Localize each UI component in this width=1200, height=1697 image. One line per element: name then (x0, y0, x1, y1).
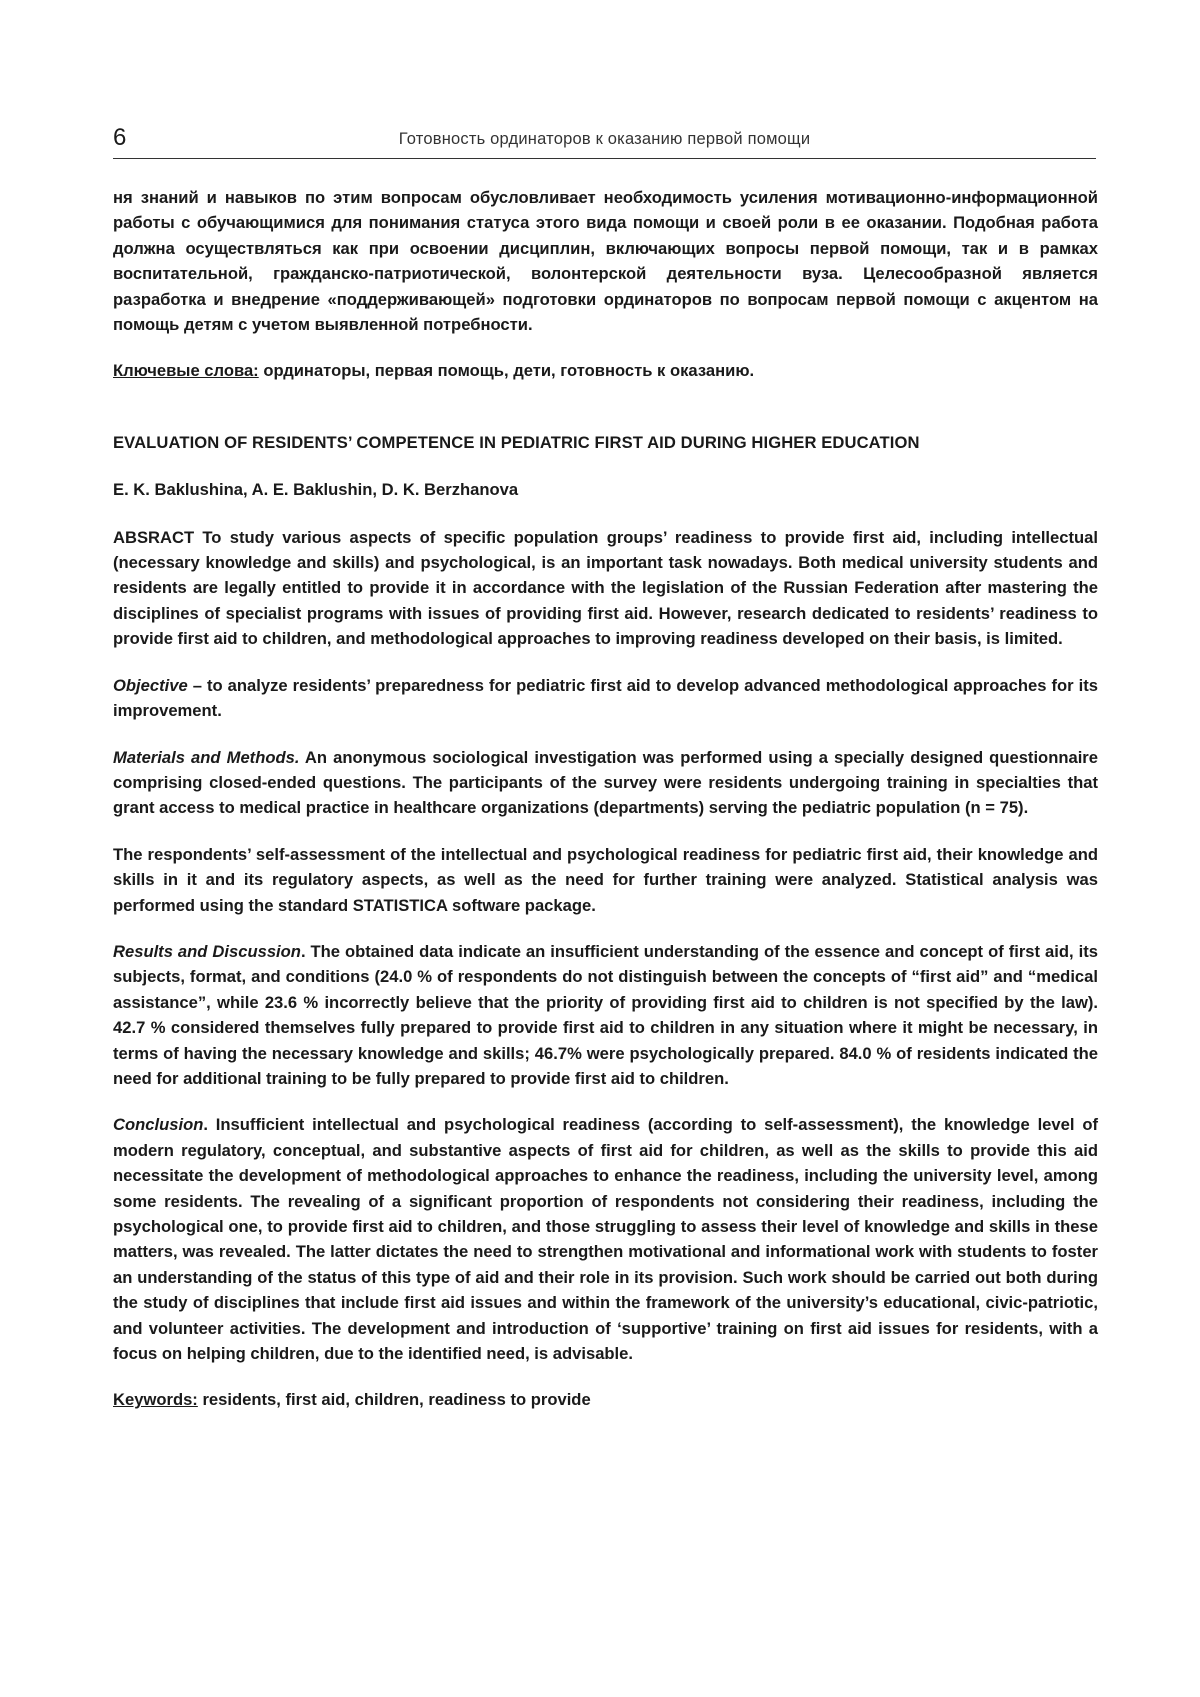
running-title: Готовность ординаторов к оказанию первой помощи (398, 130, 811, 148)
conclusion-label: Conclusion (113, 1115, 204, 1135)
page-number: 6 (113, 124, 127, 151)
en-methods-continued: The respondents’ self-assessment of the intellectual and psychological readiness for pediatric first aid, their knowledge and skills in it and its regulatory aspects, as well as the need for further training were analyzed. Statistical analysis was performed using the standard STATISTICA software package. (113, 844, 1098, 915)
en-abstract: ABSRACT To study various aspects of specific population groups’ readiness to provide first aid, including intellectual (necessary knowledge and skills) and psychological, is an important task nowadays. Both medical university students and residents are legally entitled to provide it in accordance with the legislation of the Russian Federation after mastering the disciplines of specialist programs with issues of providing first aid. However, research dedicated to residents’ readiness to provide first aid to children, and methodological approaches to improving readiness developed on their basis, is limited. (113, 527, 1098, 649)
en-methods (113, 745, 1098, 821)
en-keywords (113, 1387, 1098, 1412)
en-results (113, 939, 1098, 1091)
running-header (113, 126, 1096, 159)
objective-label: Objective (113, 675, 188, 695)
en-conclusion (113, 1112, 1098, 1366)
ru-keywords-text: ординаторы, первая помощь, дети, готовность к оказанию. (258, 361, 755, 381)
en-keywords-text: residents, first aid, children, readiness to provide (197, 1390, 591, 1410)
methods-text: An anonymous sociological investigation was performed using a specially designed questionnaire comprising closed-ended questions. The participants of the survey were residents undergoing training in specialties that grant access to medical practice in healthcare organizations (departments) serving the pediatric population (n = 75). (113, 747, 1098, 818)
en-keywords-label: Keywords: (113, 1390, 198, 1410)
results-label: Results and Discussion (113, 941, 301, 961)
results-text: . The obtained data indicate an insufficient understanding of the essence and concept of first aid, its subjects, format, and conditions (24.0 % of respondents do not distinguish between the concepts of “first aid” and “medical assistance”, while 23.6 % incorrectly believe that the priority of providing first aid to children is not specified by the law). 42.7 % considered themselves fully prepared to provide first aid to children in any situation where it might be necessary, in terms of having the necessary knowledge and skills; 46.7% were psychologically prepared. 84.0 % of residents indicated the need for additional training to be fully prepared to provide first aid to children. (113, 941, 1098, 1088)
en-authors: E. K. Baklushina, A. E. Baklushin, D. K. Berzhanova (113, 480, 519, 500)
en-article-title: EVALUATION OF RESIDENTS’ COMPETENCE IN PEDIATRIC FIRST AID DURING HIGHER EDUCATION (113, 432, 920, 452)
ru-conclusion-paragraph: ня знаний и навыков по этим вопросам обусловливает необходимость усиления мотивационно-информационной работы с обучающимися для понимания статуса этого вида помощи и своей роли в ее оказании. Подобная работа должна осуществляться как при освоении дисциплин, включающих вопросы первой помощи, так и в рамках воспитательной, гражданско-патриотической, волонтерской деятельности вуза. Целесообразной является разработка и внедрение «поддерживающей» подготовки ординаторов по вопросам первой помощи с акцентом на помощь детям с учетом выявленной потребности. (113, 188, 1098, 335)
en-objective (113, 673, 1098, 724)
methods-label: Materials and Methods. (113, 747, 300, 767)
objective-text: – to analyze residents’ preparedness for pediatric first aid to develop advanced methodological approaches for its improvement. (113, 675, 1098, 721)
conclusion-text: . Insufficient intellectual and psychological readiness (according to self-assessment), the knowledge level of modern regulatory, conceptual, and substantive aspects of first aid for children, as well as the skills to provide this aid necessitate the development of methodological approaches to enhance the readiness, including the university level, among some residents. The revealing of a significant proportion of respondents not considering their readiness, including the psychological one, to provide first aid to children, and those struggling to assess their level of knowledge and skills in these matters, was revealed. The latter dictates the need to strengthen motivational and informational work with students to foster an understanding of the status of this type of aid and their role in its provision. Such work should be carried out both during the study of disciplines that include first aid issues and within the framework of the university’s educational, civic-patriotic, and volunteer activities. The development and introduction of ‘supportive’ training on first aid issues for residents, with a focus on helping children, due to the identified need, is advisable. (113, 1115, 1098, 1364)
ru-keywords-label: Ключевые слова: (113, 361, 259, 381)
ru-keywords (113, 358, 1098, 383)
article-body (113, 185, 1098, 1434)
